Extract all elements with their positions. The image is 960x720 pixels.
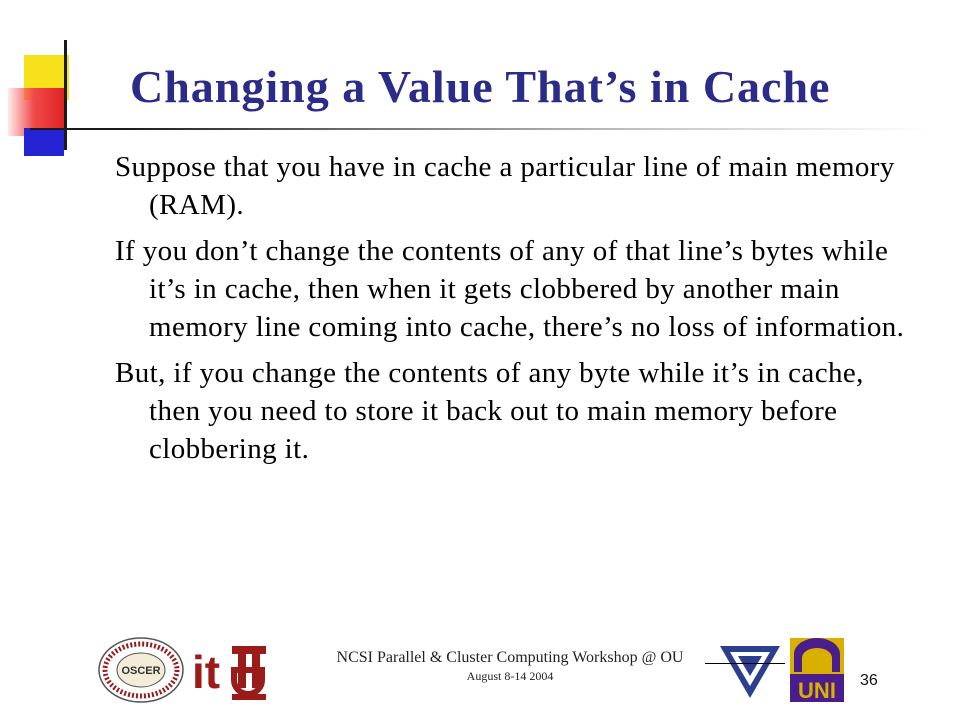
- page-number: 36: [860, 672, 878, 689]
- slide-body: [115, 148, 905, 476]
- slide-title: Changing a Value That’s in Cache: [130, 61, 831, 112]
- slide-footer: [300, 648, 720, 684]
- title-underline: [30, 128, 930, 130]
- oscer-seal-text: OSCER: [121, 665, 161, 677]
- footer-workshop-name: NCSI Parallel & Cluster Computing Workshop @ OU: [336, 649, 684, 666]
- paragraph-1: Suppose that you have in cache a particular line of main memory (RAM).: [115, 151, 895, 221]
- uni-logo-text: UNI: [798, 678, 836, 703]
- paragraph-2: If you don’t change the contents of any of that line’s bytes while it’s in cache, then when it gets clobbered by another main memory line coming into cache, there’s no loss of information.: [115, 235, 905, 343]
- paragraph-3: But, if you change the contents of any byte while it’s in cache, then you need to store it back out to main memory before clobbering it.: [115, 357, 864, 465]
- footer-rule: [705, 663, 785, 664]
- footer-date: August 8-14 2004: [466, 669, 554, 683]
- oscer-seal-logo: [96, 636, 186, 704]
- decor-vertical-line: [64, 40, 67, 150]
- triangle-logo: [716, 640, 784, 702]
- uni-logo: [788, 636, 846, 704]
- decor-blue-square: [24, 128, 64, 156]
- it-logo-text: it: [192, 646, 221, 698]
- it-ou-logo: [190, 636, 270, 704]
